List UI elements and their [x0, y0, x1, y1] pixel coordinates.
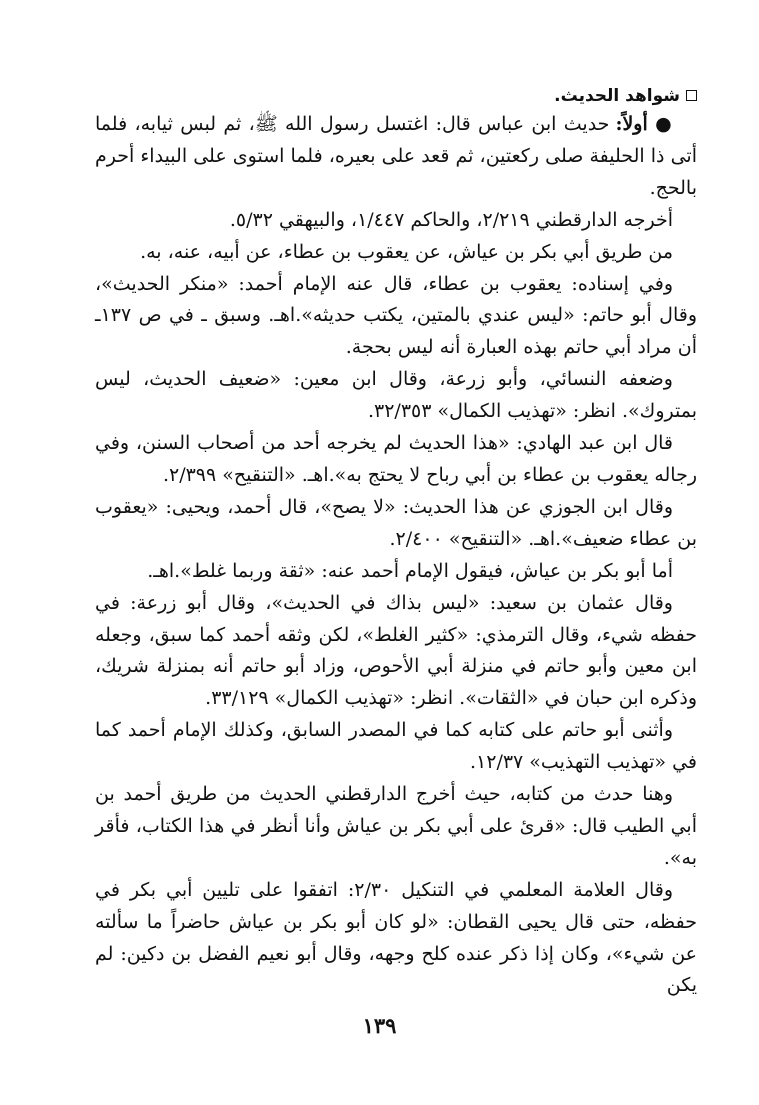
section-heading	[95, 82, 697, 109]
paragraph-ibn-aljawzi: وقال ابن الجوزي عن هذا الحديث: «لا يصح»، قال أحمد، ويحيى: «يعقوب بن عطاء ضعيف».اهـ. «التنقيح» ٢/٤٠٠.	[95, 495, 697, 550]
paragraph-uthman-bin-said: وقال عثمان بن سعيد: «ليس بذاك في الحديث»، وقال أبو زرعة: في حفظه شيء، وقال الترمذي: «كثير الغلط»، لكن وثقه أحمد كما سبق، وجعله ابن معين وأبو حاتم في منزلة أبي الأحوص، وزاد أبو حاتم أنه بمنزلة شريك، وذكره ابن حبان في «الثقات». انظر: «تهذيب الكمال» ٣٣/١٢٩.	[95, 591, 697, 710]
paragraph-yaqub-weakened: وضعفه النسائي، وأبو زرعة، وقال ابن معين: «ضعيف الحديث، ليس بمتروك». انظر: «تهذيب الكمال» ٣٢/٣٥٣.	[95, 368, 697, 423]
paragraph-takhrij: أخرجه الدارقطني ٢/٢١٩، والحاكم ١/٤٤٧، والبيهقي ٥/٣٢.	[229, 208, 673, 231]
page-body	[95, 82, 697, 1002]
paragraph-isnad-route: من طريق أبي بكر بن عياش، عن يعقوب بن عطاء، عن أبيه، عنه، به.	[140, 240, 673, 263]
paragraph-from-book: وهنا حدث من كتابه، حيث أخرج الدارقطني الحديث من طريق أحمد بن أبي الطيب قال: «قرئ على أبي بكر بن عياش وأنا أنظر في هذا الكتاب، فأقر به».	[95, 783, 697, 869]
paragraph-abu-bakr-ayyash: أما أبو بكر بن عياش، فيقول الإمام أحمد عنه: «ثقة وربما غلط».اهـ.	[147, 559, 673, 582]
square-box-icon	[686, 90, 697, 101]
first-hadith-text: حديث ابن عباس قال: اغتسل رسول الله ﷺ، ثم لبس ثيابه، فلما أتى ذا الحليفة صلى ركعتين، ثم قعد على بعيره، فلما استوى على البيداء أحرم بالحج.	[95, 113, 697, 199]
section-heading-text: شواهد الحديث.	[554, 85, 680, 106]
bullet-icon: ●	[655, 113, 673, 135]
paragraph-muallimi: وقال العلامة المعلمي في التنكيل ٢/٣٠: اتفقوا على تليين أبي بكر في حفظه، حتى قال يحيى القطان: «لو كان أبو بكر بن عياش حاضراً ما سألته عن شيء»، وكان إذا ذكر عنده كلح وجهه، وقال أبو نعيم الفضل بن دكين: لم يكن	[95, 878, 697, 997]
paragraph-abu-hatim-praise: وأثنى أبو حاتم على كتابه كما في المصدر السابق، وكذلك الإمام أحمد كما في «تهذيب التهذيب» ١٢/٣٧.	[95, 719, 697, 774]
paragraph-yaqub-ahmad: وفي إسناده: يعقوب بن عطاء، قال عنه الإمام أحمد: «منكر الحديث»، وقال أبو حاتم: «ليس عندي بالمتين، يكتب حديثه».اهـ. وسبق ـ في ص ١٣٧ـ أن مراد أبي حاتم بهذه العبارة أنه ليس بحجة.	[95, 272, 697, 359]
first-hadith-paragraph	[95, 109, 697, 205]
first-lead-label: أولاً:	[615, 113, 648, 135]
page-number: ١٣٩	[362, 1013, 397, 1038]
paragraph-ibn-abd-alhadi: قال ابن عبد الهادي: «هذا الحديث لم يخرجه أحد من أصحاب السنن، وفي رجاله يعقوب بن عطاء بن أبي رباح لا يحتج به».اهـ. «التنقيح» ٢/٣٩٩.	[95, 432, 697, 486]
